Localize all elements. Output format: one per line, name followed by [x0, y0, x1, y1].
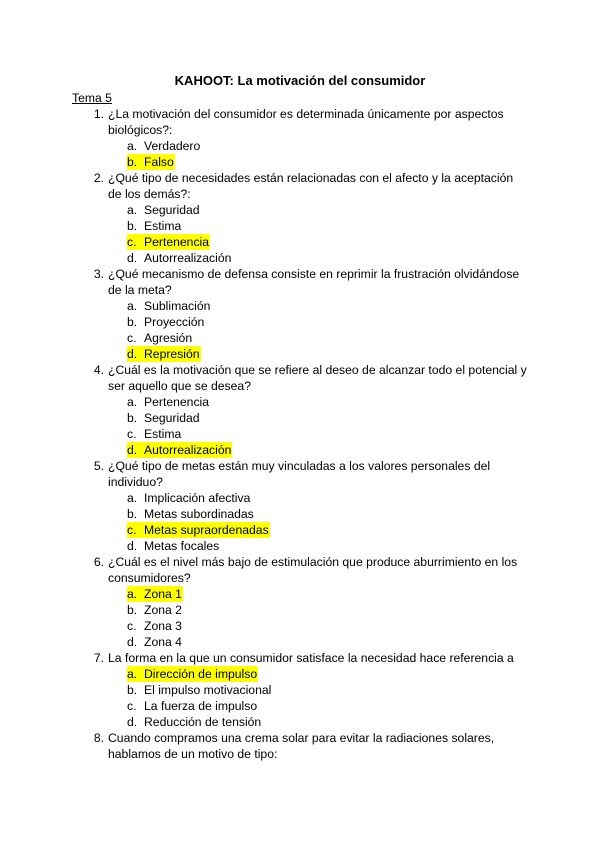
- option-letter: c.: [127, 619, 137, 633]
- option-list: [0, 666, 600, 730]
- question-item: [0, 730, 600, 762]
- option-text: Seguridad: [144, 411, 200, 425]
- answer-option: [0, 538, 600, 554]
- answer-option: [0, 138, 600, 154]
- answer-option: [0, 682, 600, 698]
- question-item: [0, 458, 600, 554]
- answer-option: [0, 698, 600, 714]
- question-text: ¿Qué mecanismo de defensa consiste en reprimir la frustración olvidándose de la meta?: [108, 267, 520, 297]
- question-number: 3.: [93, 267, 104, 281]
- question-text: ¿Qué tipo de metas están muy vinculadas a los valores personales del individuo?: [108, 459, 491, 489]
- option-letter: b.: [127, 411, 138, 425]
- question-text: La forma en la que un consumidor satisface la necesidad hace referencia a: [108, 651, 514, 665]
- answer-option: [0, 314, 600, 330]
- option-text: Metas focales: [144, 539, 220, 553]
- question-number: 6.: [93, 555, 104, 569]
- option-letter: a.: [127, 139, 138, 153]
- question-number: 8.: [93, 731, 104, 745]
- option-letter: a.: [127, 586, 144, 602]
- answer-option: [0, 298, 600, 314]
- answer-option-correct: [0, 586, 600, 602]
- question-item: [0, 106, 600, 170]
- option-text: Agresión: [144, 331, 193, 345]
- answer-option: [0, 202, 600, 218]
- option-letter: a.: [127, 299, 138, 313]
- option-letter: c.: [127, 427, 137, 441]
- option-letter: d.: [127, 715, 138, 729]
- option-list: [0, 394, 600, 458]
- answer-option: [0, 618, 600, 634]
- option-letter: a.: [127, 203, 138, 217]
- document-title: KAHOOT: La motivación del consumidor: [174, 73, 426, 88]
- question-number: 1.: [93, 107, 104, 121]
- answer-option-correct: [0, 666, 600, 682]
- option-letter: d.: [127, 251, 138, 265]
- question-item: [0, 266, 600, 362]
- answer-option: [0, 602, 600, 618]
- answer-option-correct: [0, 234, 600, 250]
- option-text: Proyección: [144, 315, 205, 329]
- answer-option-correct: [0, 154, 600, 170]
- section-heading: Tema 5: [72, 91, 112, 105]
- answer-option: [0, 394, 600, 410]
- option-letter: a.: [127, 491, 138, 505]
- answer-option: [0, 426, 600, 442]
- question-item: [0, 650, 600, 730]
- option-text: Estima: [144, 427, 182, 441]
- question-item: [0, 170, 600, 266]
- option-text: Dirección de impulso: [137, 666, 258, 682]
- question-item: [0, 554, 600, 650]
- option-letter: b.: [127, 315, 138, 329]
- answer-option: [0, 506, 600, 522]
- option-letter: d.: [127, 635, 138, 649]
- option-letter: b.: [127, 507, 138, 521]
- option-text: Metas supraordenadas: [137, 522, 270, 538]
- option-text: Pertenencia: [144, 395, 210, 409]
- option-list: [0, 298, 600, 362]
- option-letter: a.: [127, 666, 144, 682]
- option-text: Verdadero: [144, 139, 201, 153]
- option-letter: b.: [127, 219, 138, 233]
- option-text: El impulso motivacional: [144, 683, 272, 697]
- option-text: Zona 4: [144, 635, 182, 649]
- question-text: ¿Cuál es la motivación que se refiere al deseo de alcanzar todo el potencial y ser aquello que se desea?: [108, 363, 527, 393]
- answer-option: [0, 330, 600, 346]
- option-letter: d.: [127, 539, 138, 553]
- option-letter: c.: [127, 522, 143, 538]
- question-item: [0, 362, 600, 458]
- option-text: Zona 2: [144, 603, 182, 617]
- question-number: 2.: [93, 171, 104, 185]
- option-text: Seguridad: [144, 203, 200, 217]
- option-text: Reducción de tensión: [144, 715, 262, 729]
- question-text: ¿Qué tipo de necesidades están relacionadas con el afecto y la aceptación de los demás?:: [108, 171, 514, 201]
- option-text: Falso: [137, 154, 175, 170]
- answer-option: [0, 634, 600, 650]
- option-text: La fuerza de impulso: [144, 699, 258, 713]
- option-letter: b.: [127, 683, 138, 697]
- answer-option-correct: [0, 346, 600, 362]
- question-number: 7.: [93, 651, 104, 665]
- option-text: Autorrealización: [137, 442, 232, 458]
- answer-option: [0, 250, 600, 266]
- option-list: [0, 490, 600, 554]
- option-letter: c.: [127, 331, 137, 345]
- question-text: ¿La motivación del consumidor es determinada únicamente por aspectos biológicos?:: [108, 107, 504, 137]
- option-text: Pertenencia: [137, 234, 210, 250]
- option-letter: c.: [127, 699, 137, 713]
- answer-option-correct: [0, 442, 600, 458]
- option-letter: a.: [127, 395, 138, 409]
- answer-option: [0, 410, 600, 426]
- question-list: [0, 106, 600, 762]
- option-list: [0, 202, 600, 266]
- option-letter: b.: [127, 154, 144, 170]
- option-text: Implicación afectiva: [144, 491, 251, 505]
- option-text: Represión: [137, 346, 201, 362]
- question-text: Cuando compramos una crema solar para evitar la radiaciones solares, hablamos de un motivo de tipo:: [108, 731, 495, 761]
- option-text: Sublimación: [144, 299, 211, 313]
- question-number: 5.: [93, 459, 104, 473]
- option-text: Zona 3: [144, 619, 182, 633]
- option-text: Estima: [144, 219, 182, 233]
- option-text: Autorrealización: [144, 251, 232, 265]
- question-text: ¿Cuál es el nivel más bajo de estimulación que produce aburrimiento en los consumidores?: [108, 555, 518, 585]
- answer-option-correct: [0, 522, 600, 538]
- question-number: 4.: [93, 363, 104, 377]
- option-letter: c.: [127, 234, 143, 250]
- option-letter: d.: [127, 442, 144, 458]
- option-letter: d.: [127, 346, 144, 362]
- option-list: [0, 586, 600, 650]
- option-list: [0, 138, 600, 170]
- answer-option: [0, 218, 600, 234]
- answer-option: [0, 714, 600, 730]
- option-text: Metas subordinadas: [144, 507, 254, 521]
- option-text: Zona 1: [137, 586, 183, 602]
- answer-option: [0, 490, 600, 506]
- option-letter: b.: [127, 603, 138, 617]
